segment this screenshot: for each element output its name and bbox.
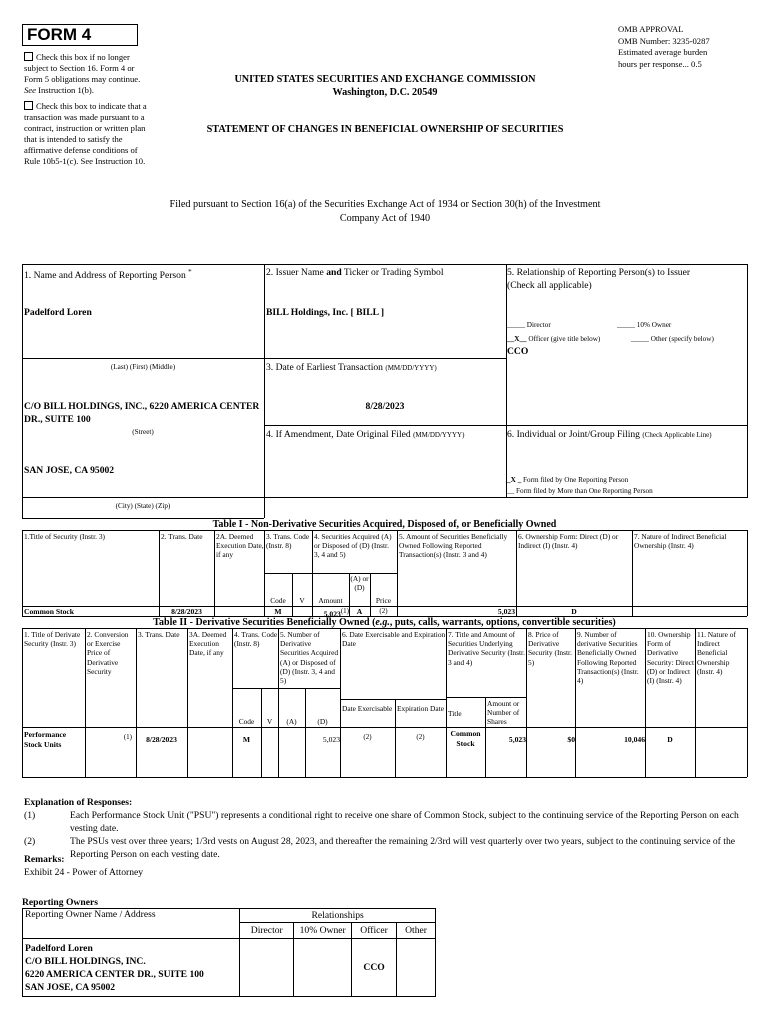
t1-col-deemed: 2A. Deemed Execution Date, if any	[216, 532, 264, 560]
rule10b5-checkbox[interactable]	[24, 101, 33, 110]
t1-row-code: M	[274, 607, 282, 616]
box3-label	[266, 361, 437, 375]
explanation-text-1: Each Performance Stock Unit ("PSU") represents a conditional right to receive one share of Common Stock, subject to the continuing service of the Reporting Person on each vesting date.	[70, 810, 739, 834]
rel-officer	[507, 335, 600, 344]
box2-label-a: 2. Issuer Name	[266, 267, 324, 278]
omb-burden: Estimated average burden	[618, 47, 708, 57]
t1-sub-amount: Amount	[318, 596, 343, 605]
ro-owner-addr3: SAN JOSE, CA 95002	[25, 981, 116, 993]
t2-sub-exercisable: Date Exercisable	[342, 704, 393, 713]
statement-title: STATEMENT OF CHANGES IN BENEFICIAL OWNERSHIP OF SECURITIES	[206, 124, 564, 135]
agency-city: Washington, D.C. 20549	[332, 87, 438, 98]
remarks-text: Exhibit 24 - Power of Attorney	[24, 867, 144, 878]
officer-title: CCO	[507, 346, 529, 357]
reporting-owners-heading: Reporting Owners	[22, 897, 98, 908]
box4-label-text: 4. If Amendment, Date Original Filed	[266, 429, 411, 440]
table2-title	[22, 617, 747, 628]
city-caption: (City) (State) (Zip)	[115, 502, 171, 510]
checkbox-section16-note	[24, 52, 154, 96]
explanation-heading: Explanation of Responses:	[24, 797, 133, 808]
t2-col-price: 8. Price of Derivative Security (Instr. 5)	[528, 630, 572, 667]
t2-row-expiration: (2)	[416, 733, 425, 741]
t2-sub-title: Title	[448, 709, 462, 718]
reporting-person-city: SAN JOSE, CA 95002	[24, 465, 115, 476]
table2-title-b: , puts, calls, warrants, options, convertible securities)	[389, 617, 616, 628]
t2-sub-expiration: Expiration Date	[397, 704, 444, 713]
t1-col-form: 6. Ownership Form: Direct (D) or Indirect (I) (Instr. 4)	[518, 532, 619, 551]
ro-col-officer: Officer	[352, 923, 397, 939]
t2-row-underlying-title: Common Stock	[450, 729, 481, 748]
ro-owner-cell	[23, 939, 240, 997]
name-caption: (Last) (First) (Middle)	[110, 363, 176, 371]
t2-row-owned: 10,046	[624, 735, 645, 744]
filing-one-text: Form filed by One Reporting Person	[522, 476, 629, 484]
ro-col-relationships: Relationships	[240, 909, 436, 923]
t2-row-date: 8/28/2023	[146, 735, 177, 744]
t2-col-owned: 9. Number of derivative Securities Beneficially Owned Following Reported Transaction(s) (Instr. 4)	[577, 630, 639, 686]
t2-sub-amount: Amount or Number of Shares	[487, 699, 520, 727]
box6-sub: (Check Applicable Line)	[642, 431, 712, 439]
filing-more-persons: __ Form filed by More than One Reporting Person	[507, 487, 653, 495]
t1-col-title: 1.Title of Security (Instr. 3)	[24, 532, 106, 541]
t1-sub-v: V	[299, 596, 305, 605]
rel-officer-mark: __X__	[507, 335, 527, 343]
form-title: FORM 4	[22, 24, 138, 46]
t2-col-conv: 2. Conversion or Exercise Price of Derivative Security	[87, 630, 129, 676]
checkbox1-see: See	[24, 85, 36, 95]
t2-sub-d: (D)	[317, 717, 328, 726]
box2-label-b: Ticker or Trading Symbol	[343, 267, 444, 278]
explanation-text-2: The PSUs vest over three years; 1/3rd vests on August 28, 2023, and thereafter the remaining 2/3rd will vest quarterly over two years, subject to the continuing service of the Reporting Person on each vesting date.	[70, 836, 735, 860]
ro-director-value	[240, 939, 294, 997]
t1-sub-price: Price	[375, 596, 392, 605]
t1-row-title: Common Stock	[24, 607, 74, 616]
t2-col-underlying: 7. Title and Amount of Securities Underlying Derivative Security (Instr. 3 and 4)	[448, 630, 525, 667]
box6-label	[507, 428, 745, 442]
t2-col-deemed: 3A. Deemed Execution Date, if any	[189, 630, 227, 658]
checkbox1-instr: Instruction 1(b).	[38, 85, 94, 95]
ro-other-value	[397, 939, 436, 997]
reporting-person-address: C/O BILL HOLDINGS, INC., 6220 AMERICA CENTER DR., SUITE 100	[24, 401, 260, 425]
t2-sub-v: V	[266, 717, 273, 726]
box5-label-text: 5. Relationship of Reporting Person(s) to Issuer	[507, 267, 691, 278]
t1-col-code: 3. Trans. Code (Instr. 8)	[266, 532, 310, 551]
box5-sub: (Check all applicable)	[507, 280, 592, 291]
t1-col-date: 2. Trans. Date	[161, 532, 203, 541]
t2-sub-code: Code	[238, 717, 255, 726]
t1-row-owned: 5,023	[497, 607, 515, 616]
t2-col-nature: 11. Nature of Indirect Beneficial Ownership (Instr. 4)	[697, 630, 736, 676]
rel-ten-pct: _____ 10% Owner	[617, 321, 672, 329]
t1-row-price: (2)	[379, 607, 388, 615]
table2-title-a: Table II - Derivative Securities Beneficially Owned (	[153, 617, 376, 628]
checkbox2-text: Check this box to indicate that a transaction was made pursuant to a contract, instruction or written plan that is intended to satisfy the affirmative defense conditions of Rule 10b5-1(c). See Instruction 10.	[24, 101, 147, 166]
t2-row-exercisable: (2)	[363, 733, 372, 741]
box3-format: (MM/DD/YYYY)	[385, 364, 437, 372]
agency-block	[160, 73, 610, 99]
street-caption: (Street)	[132, 428, 154, 436]
table2-title-eg: e.g.	[375, 617, 390, 628]
t2-row-title: Performance Stock Units	[24, 730, 67, 749]
checkbox1-text: Check this box if no longer subject to Section 16. Form 4 or Form 5 obligations may continue.	[24, 52, 141, 84]
t1-row-amount-fn: (1)	[340, 607, 349, 615]
box3-label-text: 3. Date of Earliest Transaction	[266, 362, 383, 373]
ro-col-other: Other	[397, 923, 436, 939]
rel-director: _____ Director	[507, 321, 551, 329]
reporting-owners-table	[22, 908, 436, 997]
t2-row-conv: (1)	[123, 733, 132, 741]
t1-row-amount-value: 5,023	[323, 609, 341, 619]
box1-label-text: 1. Name and Address of Reporting Person	[24, 270, 186, 282]
t2-row-price: $0	[567, 735, 575, 744]
ro-owner-addr1: C/O BILL HOLDINGS, INC.	[25, 955, 146, 967]
t2-col-number: 5. Number of Derivative Securities Acquired (A) or Disposed of (D) (Instr. 3, 4 and 5)	[280, 630, 339, 686]
omb-number: OMB Number: 3235-0287	[618, 35, 710, 46]
rel-officer-text: Officer (give title below)	[528, 335, 601, 343]
t2-row-d: 5,023	[322, 735, 340, 744]
t1-row-form: D	[571, 607, 577, 616]
t1-row-aord: A	[356, 607, 363, 616]
box4-format: (MM/DD/YYYY)	[413, 431, 465, 439]
ro-ten-pct-value	[294, 939, 352, 997]
t2-col-title: 1. Title of Derivate Security (Instr. 3)	[24, 630, 81, 649]
agency-name: UNITED STATES SECURITIES AND EXCHANGE COMMISSION	[234, 74, 536, 85]
remarks-heading: Remarks:	[24, 854, 65, 865]
t2-row-code: M	[242, 735, 251, 744]
box2-label-and: and	[326, 267, 342, 278]
table1-title: Table I - Non-Derivative Securities Acquired, Disposed of, or Beneficially Owned	[212, 519, 557, 530]
box2-label	[266, 266, 444, 279]
section16-checkbox[interactable]	[24, 52, 33, 61]
filing-one-mark: _X _	[507, 476, 522, 484]
t1-col-owned: 5. Amount of Securities Beneficially Owned Following Reported Transaction(s) (Instr. 3 and 4)	[399, 532, 508, 560]
ro-officer-value: CCO	[352, 939, 397, 997]
rel-other: _____ Other (specify below)	[631, 335, 714, 343]
earliest-transaction-date: 8/28/2023	[365, 401, 405, 412]
omb-hours: hours per response... 0.5	[618, 58, 702, 69]
box1-label	[24, 266, 192, 282]
ro-col-ten-pct: 10% Owner	[294, 923, 352, 939]
box5-label	[507, 266, 745, 292]
ro-owner-addr2: 6220 AMERICA CENTER DR., SUITE 100	[25, 968, 204, 980]
ro-col-director: Director	[240, 923, 294, 939]
t2-col-code: 4. Trans. Code (Instr. 8)	[234, 630, 278, 649]
filed-pursuant: Filed pursuant to Section 16(a) of the Securities Exchange Act of 1934 or Section 30(h) of the Investment Company Act of 1940	[169, 199, 601, 224]
t2-col-date: 3. Trans. Date	[138, 630, 180, 639]
box4-label	[266, 428, 464, 442]
t2-col-exercisable: 6. Date Exercisable and Expiration Date	[342, 630, 446, 649]
box1-star: *	[188, 268, 192, 276]
box6-label-text: 6. Individual or Joint/Group Filing	[507, 429, 640, 440]
t1-sub-code: Code	[270, 596, 286, 605]
issuer-name: BILL Holdings, Inc. [ BILL ]	[266, 307, 385, 318]
t1-col-nature: 7. Nature of Indirect Beneficial Ownership (Instr. 4)	[634, 532, 727, 551]
filing-one-person	[507, 476, 628, 485]
t1-sub-aord: (A) or (D)	[350, 574, 369, 593]
ro-col-name: Reporting Owner Name / Address	[23, 909, 240, 939]
t1-col-acquired: 4. Securities Acquired (A) or Disposed of (D) (Instr. 3, 4 and 5)	[314, 532, 392, 560]
t1-row-date: 8/28/2023	[171, 607, 202, 616]
t2-row-form: D	[667, 735, 673, 744]
omb-approval-heading: OMB APPROVAL	[618, 24, 684, 34]
t2-sub-a: (A)	[286, 717, 297, 726]
t2-col-form: 10. Ownership Form of Derivative Security: Direct (D) or Indirect (I) (Instr. 4)	[647, 630, 694, 686]
explanation-num-1: (1)	[24, 810, 36, 821]
ro-owner-name: Padelford Loren	[25, 942, 93, 954]
explanation-num-2: (2)	[24, 836, 36, 847]
omb-approval	[618, 24, 748, 70]
reporting-person-name: Padelford Loren	[24, 307, 92, 318]
t2-row-underlying-amount: 5,023	[508, 735, 526, 744]
